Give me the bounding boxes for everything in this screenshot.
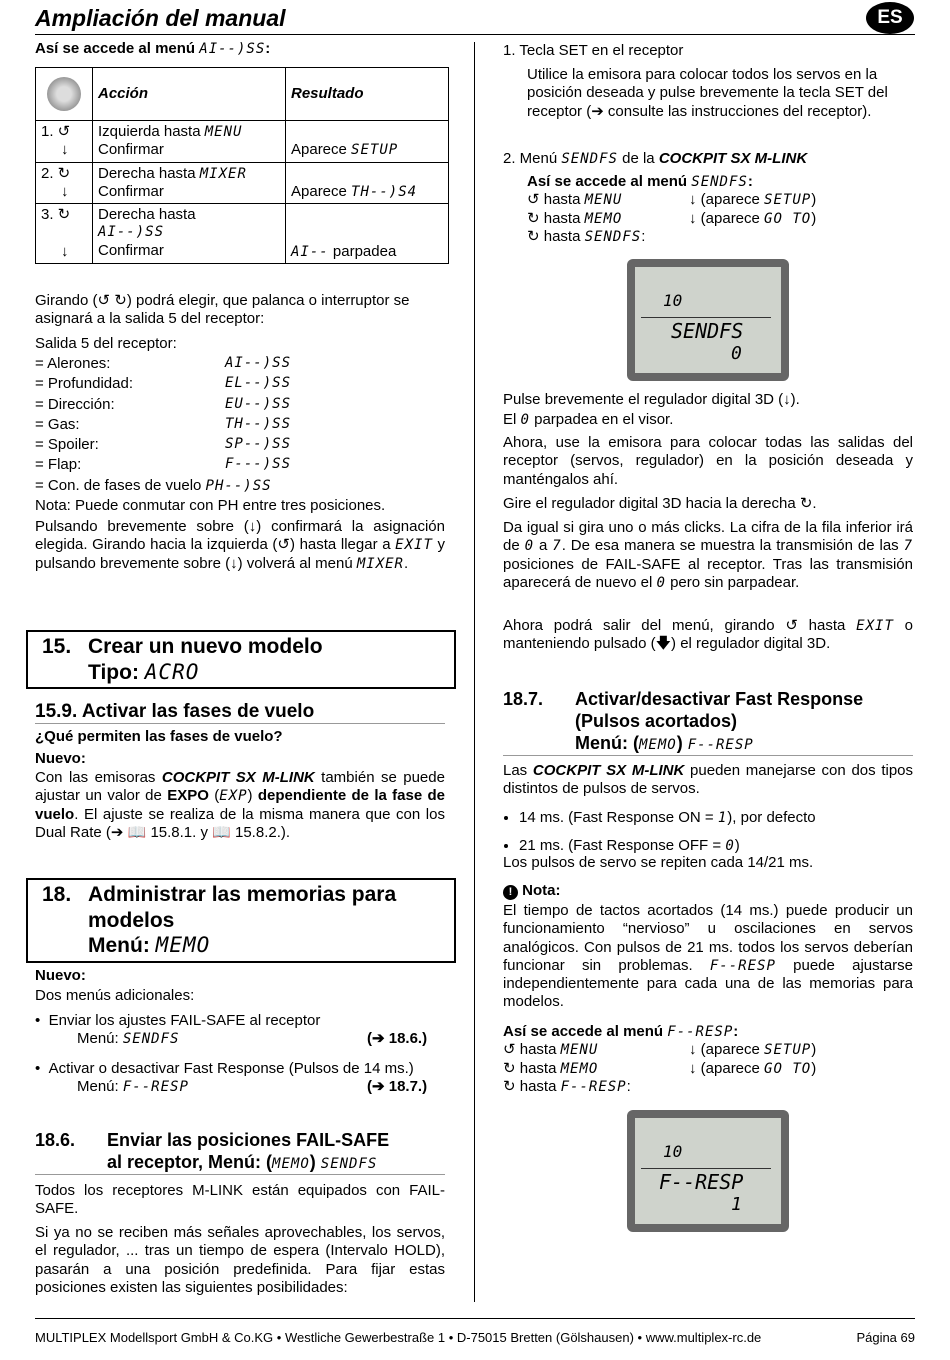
new-label: Nuevo: <box>35 967 86 984</box>
page-number: Página 69 <box>856 1330 915 1345</box>
assignment-list <box>35 355 445 515</box>
steps-table-wrap <box>35 67 449 264</box>
column-divider <box>474 42 475 1302</box>
fresp-access: Así se accede al menú F--RESP: ↺ hasta MENU ↓ (aparece SETUP) ↻ hasta MEMO ↓ (aparece GO TO) ↻ hasta F--RESP: <box>503 1023 817 1095</box>
section-15-9-question: ¿Qué permiten las fases de vuelo? <box>35 728 283 745</box>
turning-text: Girando (↺ ↻) podrá elegir, que palanca o interruptor se asignará a la salida 5 del receptor: <box>35 292 410 328</box>
clicks-text: Da igual si gira uno o más clicks. La cifra de la fila inferior irá de 0 a 7. De esa manera se muestra la transmisión de las 7 posiciones de FAIL-SAFE al receptor. Tras las transmisión aparecerá de nuevo el 0 pero sin parpadear. <box>503 519 914 591</box>
section-18-7-intro: Las COCKPIT SX M-LINK pueden manejarse con dos tipos distintos de pulsos de servos. <box>503 762 914 798</box>
note-ph: Nota: Puede conmutar con PH entre tres posiciones. <box>35 497 386 515</box>
section-15-heading: 15. Crear un nuevo modelo Tipo: ACRO <box>26 630 456 689</box>
table-row: 1. ↺ ↓ Izquierda hasta MENU Confirmar Aparece SETUP <box>36 121 449 163</box>
item-2-access: Así se accede al menú SENDFS: ↺ hasta MENU ↓ (aparece SETUP) ↻ hasta MEMO ↓ (aparece GO TO) ↻ hasta SENDFS: <box>527 173 817 245</box>
list-item: • 21 ms. (Fast Response OFF = 0) <box>519 837 913 855</box>
section-18-7-heading: 18.7. Activar/desactivar Fast Response (Pulsos acortados) Menú: (MEMO) F--RESP <box>503 689 913 756</box>
turn-text: Gire el regulador digital 3D hacia la derecha ↻. <box>503 495 817 512</box>
table-row: 3. ↻ ↓ Derecha hasta AI--)SS Confirmar AI-- parpadea <box>36 204 449 264</box>
list-item: = Con. de fases de vuelo PH--)SS <box>35 476 272 494</box>
lcd-screen-sendfs: 10 SENDFS 0 <box>627 259 789 381</box>
section-18-6-p2: Si ya no se reciben más señales aprovechables, los servos, el regulador, ... tras un tiempo de espera (Intervalo HOLD), pasarán a una posición predefinida. Para fijar estas posiciones existen las siguientes posibilidades: <box>35 1224 445 1296</box>
item-1-text: Utilice la emisora para colocar todos los servos en la posición deseada y pulse brevemente la tecla SET del receptor (➔ consulte las instrucciones del receptor). <box>527 66 888 120</box>
section-15-9-heading: 15.9. Activar las fases de vuelo <box>35 700 445 724</box>
list-item: = Dirección: EU--)SS <box>35 395 292 413</box>
press-text: Pulsando brevemente sobre (↓) confirmará la asignación elegida. Girando hacia la izquierda (↺) hasta llegar a EXIT y pulsando brevemente sobre (↓) volverá al menú MIXER. <box>35 518 446 572</box>
press-dial-text: Pulse brevemente el regulador digital 3D (↓). <box>503 391 800 408</box>
page-header-title: Ampliación del manual <box>35 5 286 31</box>
exit-text: Ahora podrá salir del menú, girando ↺ hasta EXIT o manteniendo pulsado (🡇) el regulador digital 3D. <box>503 617 913 653</box>
list-item: = Gas: TH--)SS <box>35 415 292 433</box>
section-18-heading: 18. Administrar las memorias para modelos Menú: MEMO <box>26 878 456 963</box>
list-item: = Spoiler: SP--)SS <box>35 436 292 454</box>
section-18-6-p1: Todos los receptores M-LINK están equipados con FAIL-SAFE. <box>35 1182 445 1218</box>
language-badge: ES <box>866 2 914 34</box>
list-item: = Flap: F---)SS <box>35 456 292 474</box>
steps-table <box>35 67 449 264</box>
output-title: Salida 5 del receptor: <box>35 335 177 352</box>
note-text: El tiempo de tactos acortados (14 ms.) puede producir un funcionamiento “nervioso” u oscilaciones en servos analógicos. Con pulsos de 21 ms. todos los servos deberían funcionar sin problemas. F--RESP puede ajustarse independientemente para cada una de las memorias para modelos. <box>503 902 913 1011</box>
list-item: • 14 ms. (Fast Response ON = 1), por defecto <box>519 809 913 827</box>
dial-icon <box>47 77 81 111</box>
two-menus: Dos menús adicionales: <box>35 987 195 1004</box>
col-action: Acción <box>93 68 286 121</box>
list-item: = Profundidad: EL--)SS <box>35 375 292 393</box>
item-2-heading: 2. Menú SENDFS de la COCKPIT SX M-LINK <box>503 150 808 167</box>
now-text: Ahora, use la emisora para colocar todas las salidas del receptor (servos, regulador) en la posición deseada y manténgalos ahí. <box>503 434 913 488</box>
section-18-6-heading: 18.6. Enviar las posiciones FAIL-SAFE al receptor, Menú: (MEMO) SENDFS <box>35 1130 445 1175</box>
access-heading: Así se accede al menú AI--)SS: <box>35 40 271 57</box>
section-15-9-text: Con las emisoras COCKPIT SX M-LINK también se puede ajustar un valor de EXPO (EXP) dependiente de la fase de vuelo. El ajuste se realiza de la misma manera que con los Dual Rate (➔ 📖 15.8.1. y 📖 15.8.2.). <box>35 769 446 841</box>
table-row: 2. ↻ ↓ Derecha hasta MIXER Confirmar Aparece TH--)S4 <box>36 162 449 204</box>
col-result: Resultado <box>286 68 449 121</box>
page-footer <box>35 1330 915 1346</box>
header-rule <box>35 34 915 35</box>
footer-address: MULTIPLEX Modellsport GmbH & Co.KG • Westliche Gewerbestraße 1 • D-75015 Bretten (Gölshausen) • www.multiplex-rc.de <box>35 1330 762 1345</box>
footer-rule <box>35 1318 915 1319</box>
blink-text: El 0 parpadea en el visor. <box>503 411 674 428</box>
warning-icon: ! <box>503 885 518 900</box>
note-heading: ! Nota: <box>503 882 913 900</box>
item-1-heading: 1. Tecla SET en el receptor <box>503 42 684 59</box>
pulse-repeat: Los pulsos de servo se repiten cada 14/21 ms. <box>503 854 814 871</box>
new-label: Nuevo: <box>35 750 86 767</box>
list-item: = Alerones: AI--)SS <box>35 355 292 372</box>
lcd-screen-fresp: 10 F--RESP 1 <box>627 1110 789 1232</box>
menu-bullet: • Enviar los ajustes FAIL-SAFE al receptor Menú: SENDFS (➔ 18.6.) <box>35 1012 428 1048</box>
menu-bullet: • Activar o desactivar Fast Response (Pulsos de 14 ms.) Menú: F--RESP (➔ 18.7.) <box>35 1060 428 1096</box>
